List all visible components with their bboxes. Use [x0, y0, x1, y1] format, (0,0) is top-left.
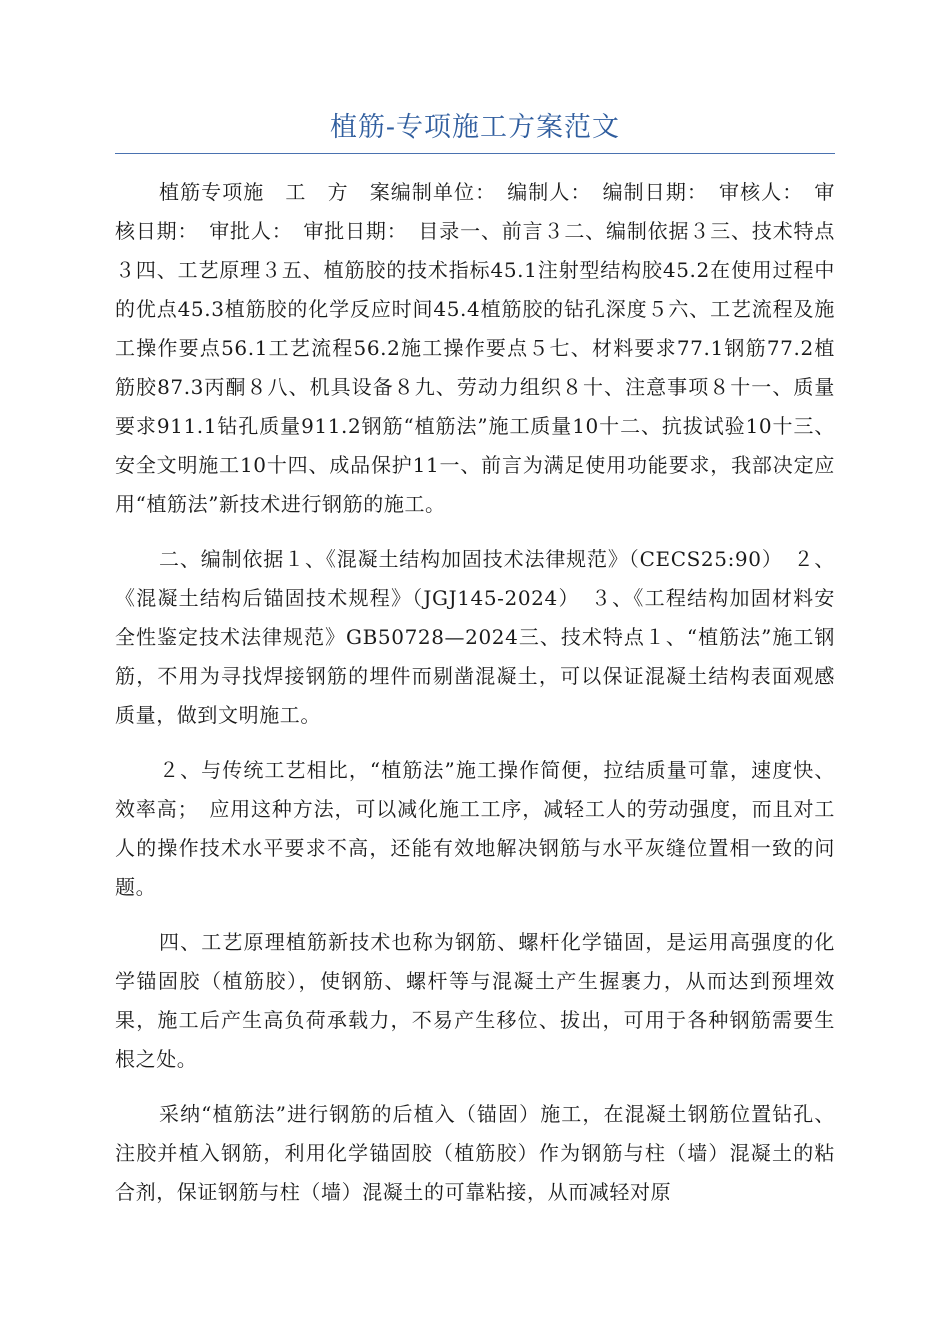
title-underline — [115, 153, 835, 154]
document-title: 植筋-专项施工方案范文 — [329, 112, 621, 143]
paragraph-principle: 四、工艺原理植筋新技术也称为钢筋、螺杆化学锚固，是运用高强度的化学锚固胶（植筋胶），使钢筋、螺杆等与混凝土产生握裹力，从而达到预埋效果，施工后产生高负荷承载力，不易产生移位、拔出，可用于各种钢筋需要生根之处。 — [115, 930, 835, 1071]
paragraph-basis-features: 二、编制依据１、《混凝土结构加固技术法律规范》（CECS25:90） ２、《混凝土结构后锚固技术规程》（JGJ145-2024） ３、《工程结构加固材料安全性鉴定技术法律规范》GB50728—2024三、技术特点１、“植筋法”施工钢筋，不用为寻找焊接钢筋的埋件而剔凿混凝土，可以保证混凝土结构表面观感质量，做到文明施工。 — [115, 547, 835, 727]
paragraph-method: 采纳“植筋法”进行钢筋的后植入（锚固）施工，在混凝土钢筋位置钻孔、注胶并植入钢筋，利用化学锚固胶（植筋胶）作为钢筋与柱（墙）混凝土的粘合剂，保证钢筋与柱（墙）混凝土的可靠粘接，从而减轻对原 — [115, 1102, 835, 1204]
paragraph-advantages: ２、与传统工艺相比，“植筋法”施工操作简便，拉结质量可靠，速度快、效率高； 应用这种方法，可以减化施工工序，减轻工人的劳动强度，而且对工人的操作技术水平要求不高，还能有效地解决钢筋与水平灰缝位置相一致的问题。 — [115, 758, 835, 899]
paragraph-contents-preface: 植筋专项施 工 方 案编制单位： 编制人： 编制日期： 审核人： 审核日期： 审批人： 审批日期： 目录一、前言３二、编制依据３三、技术特点３四、工艺原理３五、植筋胶的技术指标45.1注射型结构胶45.2在使用过程中的优点45.3植筋胶的化学反应时间45.4植筋胶的钻孔深度５六、工艺流程及施工操作要点56.1工艺流程56.2施工操作要点５七、材料要求77.1钢筋77.2植筋胶87.3丙酮８八、机具设备８九、劳动力组织８十、注意事项８十一、质量要求911.1钻孔质量911.2钢筋“植筋法”施工质量10十二、抗拔试验10十三、安全文明施工10十四、成品保护11一、前言为满足使用功能要求，我部决定应用“植筋法”新技术进行钢筋的施工。 — [115, 180, 835, 516]
document-body — [115, 173, 835, 1228]
